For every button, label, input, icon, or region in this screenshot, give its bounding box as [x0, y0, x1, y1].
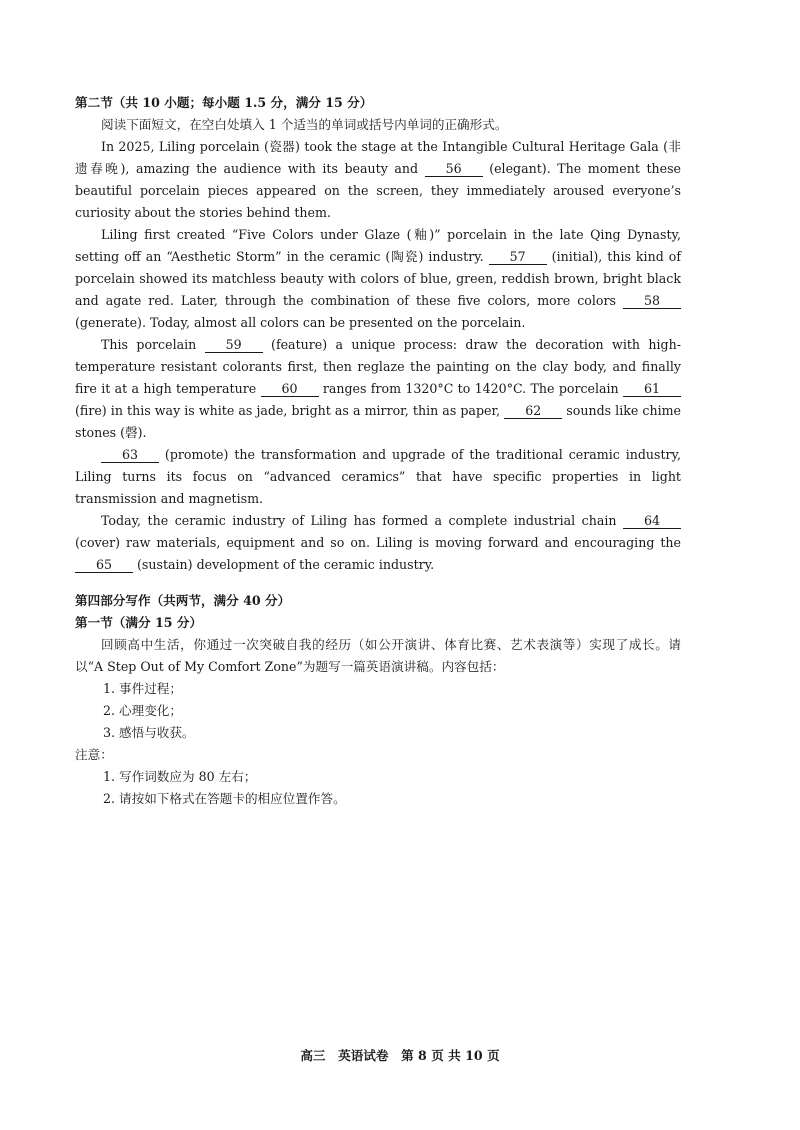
part4-section1-heading: 第一节（满分 15 分）: [75, 615, 203, 630]
text: (feature) a unique process: draw the decoration with high-temperature resistant colorants first, then reglaze the painting on the clay body, and finally fire it at a high temperature: [75, 337, 681, 396]
passage-paragraph-4: [75, 444, 681, 510]
blank-58[interactable]: 58: [623, 293, 681, 309]
part4-heading: 第四部分写作（共两节，满分 40 分）: [75, 593, 291, 608]
list-item: 2. 请按如下格式在答题卡的相应位置作答。: [103, 791, 346, 806]
text: (elegant). The moment these beautiful porcelain pieces appeared on the screen, they immediately aroused everyone’s curiosity about the stories behind them.: [75, 161, 681, 220]
note-label: 注意：: [75, 747, 113, 762]
page-footer: 高三 英语试卷 第 8 页 共 10 页: [300, 1048, 500, 1063]
text: In 2025, Liling porcelain (瓷器) took the stage at the Intangible Cultural Heritage Gala (非遗春晚), amazing the audience with its beauty and: [75, 139, 681, 176]
text: sounds like chime stones (磬).: [75, 403, 682, 440]
notes-list: [75, 766, 681, 810]
text: Today, the ceramic industry of Liling has formed a complete industrial chain: [101, 513, 623, 528]
text: (sustain) development of the ceramic industry.: [133, 557, 435, 572]
blank-62[interactable]: 62: [504, 403, 562, 419]
text: (promote) the transformation and upgrade of the traditional ceramic industry, Liling turns its focus on “advanced ceramics” that have specific properties in light transmission and magnetism.: [75, 447, 681, 506]
writing-prompt: 回顾高中生活，你通过一次突破自我的经历（如公开演讲、体育比赛、艺术表演等）实现了成长。请以“A Step Out of My Comfort Zone”为题写一篇英语演讲稿。内容包括：: [75, 637, 681, 674]
text: ranges from 1320°C to 1420°C. The porcelain: [318, 381, 623, 396]
passage-paragraph-2: [75, 224, 681, 334]
list-item: 1. 事件过程；: [103, 681, 182, 696]
blank-63[interactable]: 63: [101, 447, 159, 463]
text: Liling first created “Five Colors under Glaze (釉)” porcelain in the late Qing Dynasty, setting off an “Aesthetic Storm” in the ceramic (陶瓷) industry.: [75, 227, 681, 264]
page-content: [75, 92, 681, 810]
blank-59[interactable]: 59: [205, 337, 263, 353]
blank-61[interactable]: 61: [623, 381, 681, 397]
section2-instruction: 阅读下面短文，在空白处填入 1 个适当的单词或括号内单词的正确形式。: [101, 117, 508, 132]
blank-64[interactable]: 64: [623, 513, 681, 529]
text: This porcelain: [101, 337, 205, 352]
passage-paragraph-5: [75, 510, 681, 576]
text: (cover) raw materials, equipment and so on. Liling is moving forward and encouraging the: [75, 535, 681, 550]
blank-56[interactable]: 56: [425, 161, 483, 177]
text: (initial), this kind of porcelain showed its matchless beauty with colors of blue, green, reddish brown, bright black and agate red. Later, through the combination of these five colors, more colors: [75, 249, 681, 308]
list-item: 2. 心理变化；: [103, 703, 182, 718]
passage-paragraph-3: [75, 334, 681, 444]
section2-heading: 第二节（共 10 小题；每小题 1.5 分，满分 15 分）: [75, 95, 373, 110]
list-item: 1. 写作词数应为 80 左右；: [103, 769, 257, 784]
content-requirements-list: [75, 678, 681, 744]
blank-60[interactable]: 60: [261, 381, 319, 397]
passage-paragraph-1: [75, 136, 681, 224]
text: (fire) in this way is white as jade, bright as a mirror, thin as paper,: [75, 403, 505, 418]
spacer: [75, 576, 681, 590]
blank-57[interactable]: 57: [489, 249, 547, 265]
list-item: 3. 感悟与收获。: [103, 725, 195, 740]
text: (generate). Today, almost all colors can be presented on the porcelain.: [75, 315, 526, 330]
blank-65[interactable]: 65: [75, 557, 133, 573]
